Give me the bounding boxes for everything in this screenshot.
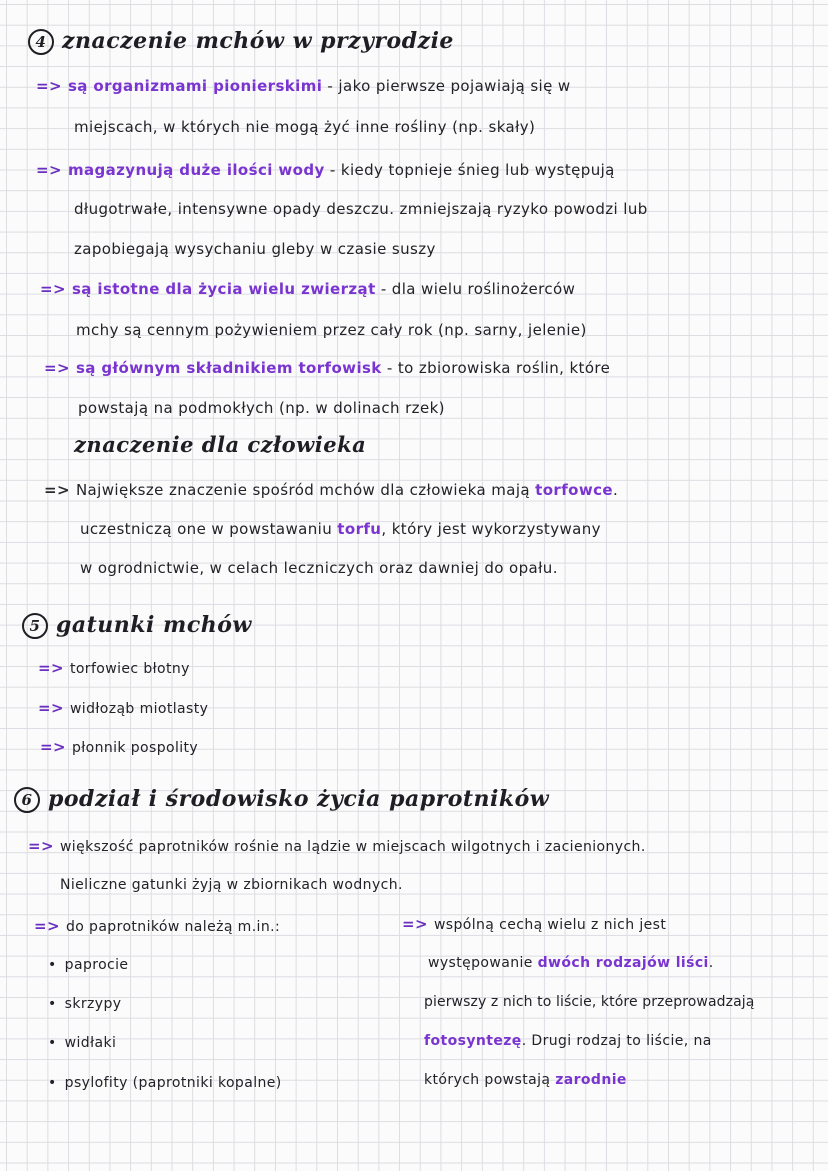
section-5-number: 5: [22, 613, 48, 639]
section-4-title: 4 znaczenie mchów w przyrodzie: [28, 28, 454, 55]
bullet-icon: •: [48, 996, 57, 1012]
arrow-icon: =>: [40, 280, 66, 298]
arrow-icon: =>: [44, 359, 70, 377]
list-item: • skrzypy: [48, 996, 122, 1012]
list-item: • psylofity (paprotniki kopalne): [48, 1075, 282, 1091]
item-pionierskie-line2: miejscach, w których nie mogą żyć inne rośliny (np. skały): [74, 118, 536, 136]
arrow-icon: =>: [44, 481, 70, 499]
item-zwierzeta-line2: mchy są cennym pożywieniem przez cały rok (np. sarny, jelenie): [76, 321, 587, 339]
list-item: • paprocie: [48, 957, 129, 973]
arrow-icon: =>: [34, 917, 60, 935]
right-col-line4: fotosyntezę. Drugi rodzaj to liście, na: [424, 1033, 712, 1049]
list-intro: => do paprotników należą m.in.:: [34, 917, 281, 935]
item-woda-line3: zapobiegają wysychaniu gleby w czasie suszy: [74, 240, 436, 258]
section-6-para-line1: => większość paprotników rośnie na lądzie w miejscach wilgotnych i zacienionych.: [28, 837, 646, 855]
arrow-icon: =>: [36, 161, 62, 179]
list-item: • widłaki: [48, 1035, 117, 1051]
item-pionierskie-line1: => są organizmami pionierskimi - jako pierwsze pojawiają się w: [36, 77, 571, 95]
arrow-icon: =>: [40, 738, 66, 756]
item-woda-line2: długotrwałe, intensywne opady deszczu. zmniejszają ryzyko powodzi lub: [74, 200, 648, 218]
right-col-line2: występowanie dwóch rodzajów liści.: [428, 955, 714, 971]
arrow-icon: =>: [38, 699, 64, 717]
human-line2: uczestniczą one w powstawaniu torfu, który jest wykorzystywany: [80, 520, 601, 538]
subheading-human: znaczenie dla człowieka: [74, 432, 367, 457]
bullet-icon: •: [48, 1035, 57, 1051]
arrow-icon: =>: [36, 77, 62, 95]
section-6-para-line2: Nieliczne gatunki żyją w zbiornikach wodnych.: [60, 877, 403, 893]
bullet-icon: •: [48, 957, 57, 973]
section-4-number: 4: [28, 29, 54, 55]
species-item: => płonnik pospolity: [40, 738, 199, 756]
right-col-line3: pierwszy z nich to liście, które przeprowadzają: [424, 994, 755, 1010]
right-col-line5: których powstają zarodnie: [424, 1072, 627, 1088]
species-item: => torfowiec błotny: [38, 659, 190, 677]
species-item: => widłoząb miotlasty: [38, 699, 209, 717]
human-line1: => Największe znaczenie spośród mchów dla człowieka mają torfowce.: [44, 481, 619, 499]
right-col-line1: => wspólną cechą wielu z nich jest: [402, 915, 667, 933]
bullet-icon: •: [48, 1075, 57, 1091]
item-woda-line1: => magazynują duże ilości wody - kiedy topnieje śnieg lub występują: [36, 161, 615, 179]
arrow-icon: =>: [38, 659, 64, 677]
section-5-title: 5 gatunki mchów: [22, 612, 252, 639]
item-torfowiska-line2: powstają na podmokłych (np. w dolinach rzek): [78, 399, 445, 417]
item-zwierzeta-line1: => są istotne dla życia wielu zwierząt - dla wielu roślinożerców: [40, 280, 576, 298]
section-6-title: 6 podział i środowisko życia paprotników: [14, 786, 549, 813]
human-line3: w ogrodnictwie, w celach leczniczych oraz dawniej do opału.: [80, 559, 558, 577]
arrow-icon: =>: [28, 837, 54, 855]
item-torfowiska-line1: => są głównym składnikiem torfowisk - to zbiorowiska roślin, które: [44, 359, 611, 377]
arrow-icon: =>: [402, 915, 428, 933]
section-6-number: 6: [14, 787, 40, 813]
